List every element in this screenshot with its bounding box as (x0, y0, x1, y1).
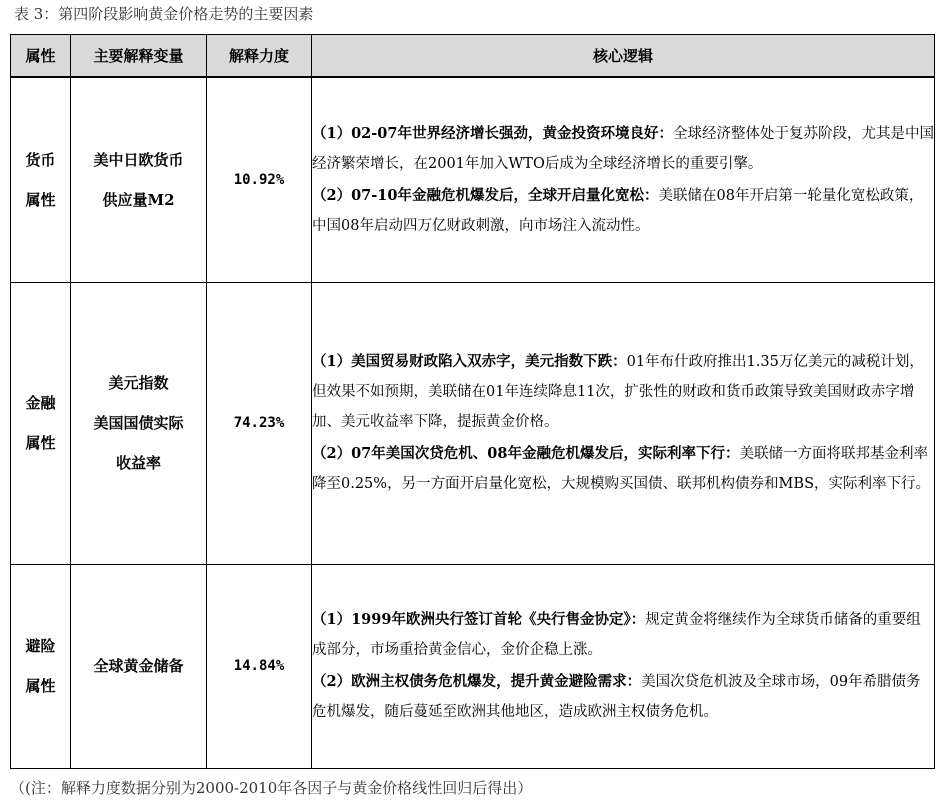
variable-line: 美中日欧货币 (93, 150, 184, 169)
logic-cell (312, 564, 935, 768)
logic-text: 全球经济整体处于复苏阶段，尤其是中国经济繁荣增长，在2001年加入WTO后成为全球经济增长的重要引擎。 (312, 125, 934, 172)
logic-text: 美联储一方面将联邦基金利率降至0.25%，另一方面开启量化宽松，大规模购买国债、联邦机构债券和MBS，实际利率下行。 (312, 446, 930, 492)
header-logic: 核心逻辑 (312, 35, 935, 78)
attribute-line: 避险 (25, 637, 56, 655)
variable-line: 美国国债实际 (93, 414, 184, 432)
power-cell: 14.84% (207, 564, 312, 768)
power-cell: 10.92% (207, 77, 312, 282)
table-row (11, 77, 935, 282)
logic-lead: （1）美国贸易财政陷入双赤字，美元指数下跌： (312, 353, 627, 370)
attribute-line: 属性 (25, 434, 56, 452)
logic-cell (312, 77, 935, 282)
header-variable: 主要解释变量 (71, 35, 207, 78)
logic-lead: （1）1999年欧洲央行签订首轮《央行售金协定》： (312, 611, 646, 628)
logic-text: 美国次贷危机波及全球市场，09年希腊债务危机爆发，随后蔓延至欧洲其他地区，造成欧洲主权债务危机。 (312, 674, 921, 720)
logic-text: 规定黄金将继续作为全球货币储备的重要组成部分，市场重拾黄金信心，金价企稳上涨。 (312, 612, 921, 658)
attribute-line: 金融 (25, 394, 56, 412)
variable-line: 供应量M2 (102, 190, 175, 209)
table-footnote: （(注：解释力度数据分别为2000-2010年各因子与黄金价格线性回归后得出） (10, 779, 533, 797)
variable-cell (71, 564, 207, 768)
attribute-line: 属性 (25, 677, 56, 695)
logic-lead: （2）07年美国次贷危机、08年金融危机爆发后，实际利率下行： (312, 445, 740, 462)
attribute-cell (11, 77, 71, 282)
logic-text: 美联储在08年开启第一轮量化宽松政策，中国08年启动四万亿财政刺激，向市场注入流动性。 (312, 187, 924, 234)
logic-cell (312, 282, 935, 564)
variable-line: 全球黄金储备 (93, 657, 184, 675)
logic-paragraph (312, 347, 934, 437)
attribute-cell (11, 564, 71, 768)
logic-paragraph (312, 605, 934, 665)
factors-table (10, 34, 935, 769)
header-attribute: 属性 (11, 35, 71, 78)
table-row (11, 564, 935, 768)
attribute-line: 属性 (25, 190, 56, 209)
table-caption: 表 3：第四阶段影响黄金价格走势的主要因素 (14, 5, 314, 23)
variable-cell (71, 282, 207, 564)
logic-lead: （1）02-07年世界经济增长强劲，黄金投资环境良好： (312, 124, 673, 142)
logic-lead: （2）欧洲主权债务危机爆发，提升黄金避险需求： (312, 673, 642, 690)
logic-paragraph (312, 181, 934, 241)
logic-lead: （2）07-10年金融危机爆发后，全球开启量化宽松： (312, 186, 659, 204)
variable-cell (71, 77, 207, 282)
attribute-cell (11, 282, 71, 564)
logic-paragraph (312, 667, 934, 727)
header-power: 解释力度 (207, 35, 312, 78)
variable-line: 美元指数 (108, 374, 169, 392)
logic-text: 01年布什政府推出1.35万亿美元的减税计划，但效果不如预期，美联储在01年连续降息11次，扩张性的财政和货币政策导致美国财政赤字增加、美元收益率下降，提振黄金价格。 (312, 354, 924, 430)
table-header-row (11, 35, 935, 78)
logic-paragraph (312, 119, 934, 179)
table-row (11, 282, 935, 564)
variable-line: 收益率 (115, 454, 161, 472)
power-cell: 74.23% (207, 282, 312, 564)
logic-paragraph (312, 439, 934, 499)
attribute-line: 货币 (25, 150, 56, 169)
